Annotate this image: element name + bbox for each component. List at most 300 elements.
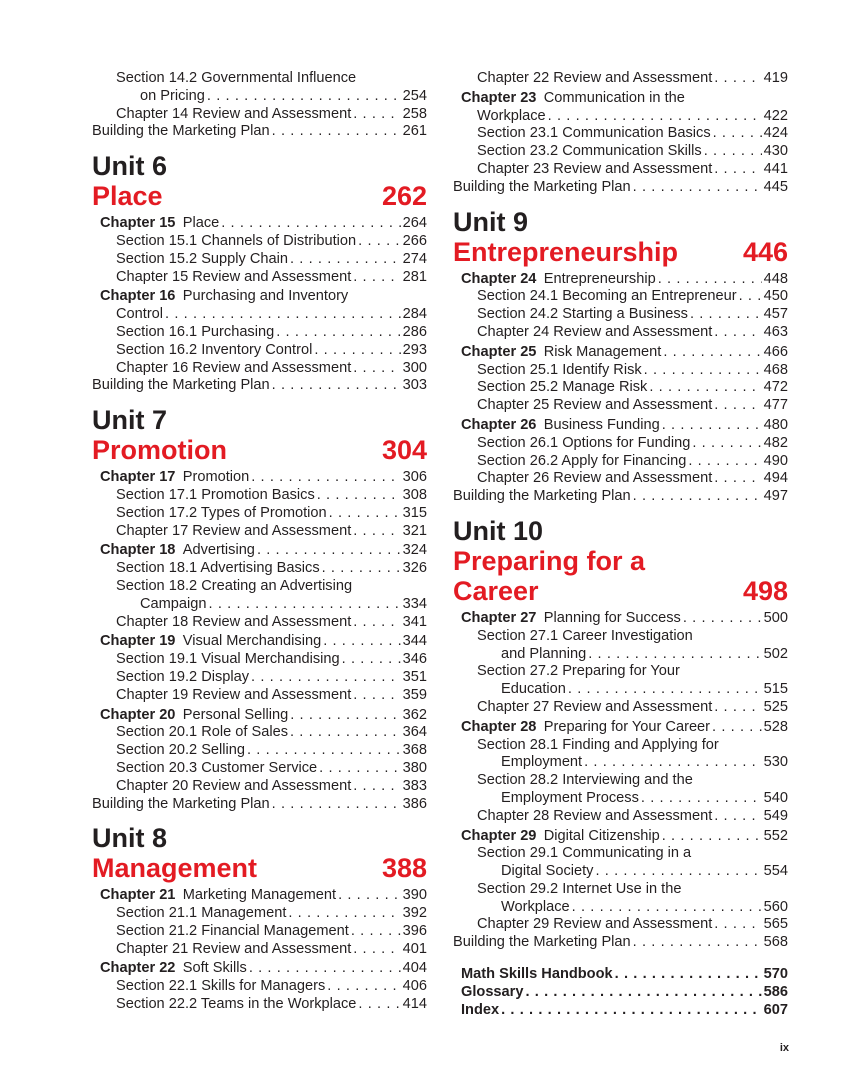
toc-section-title: Chapter 16 Review and Assessment: [116, 359, 352, 376]
toc-section[interactable]: [92, 614, 427, 632]
unit-page: 446: [742, 236, 788, 267]
toc-section-title: Chapter 20 Review and Assessment: [116, 777, 352, 794]
page-number-ref: 414: [402, 996, 427, 1013]
toc-section-title: Chapter 21 Review and Assessment: [116, 940, 352, 957]
dot-leader: [714, 916, 761, 934]
page-number-ref: 351: [402, 668, 427, 685]
toc-section[interactable]: [92, 651, 427, 669]
page-number-ref: 334: [402, 595, 427, 612]
toc-chapter-heading[interactable]: [453, 417, 788, 435]
unit-page: 498: [742, 575, 788, 606]
toc-chapter: [453, 90, 788, 179]
page-number-ref: 303: [402, 377, 427, 394]
back-matter: [453, 966, 788, 1019]
toc-chapter: [453, 719, 788, 826]
page-number-ref: 530: [763, 754, 788, 771]
toc-section[interactable]: [453, 808, 788, 826]
dot-leader: [683, 610, 762, 628]
unit-title-text: Career: [453, 575, 539, 606]
dot-leader: [165, 306, 401, 324]
toc-review-title: Chapter 22 Review and Assessment: [477, 70, 713, 86]
dot-leader: [342, 651, 401, 669]
page-number-ref: 463: [763, 323, 788, 340]
unit-title-text: Management: [92, 853, 258, 884]
back-matter-entry[interactable]: [453, 984, 788, 1002]
toc-chapter: [453, 828, 788, 935]
dot-leader: [353, 614, 400, 632]
page-number-ref: 315: [402, 504, 427, 521]
dot-leader: [525, 984, 761, 1002]
toc-section-cont[interactable]: [453, 754, 788, 772]
toc-section-title: Section 21.2 Financial Management: [116, 922, 349, 939]
toc-chapter-cont[interactable]: [453, 108, 788, 126]
chapter-label: Chapter 16: [100, 288, 176, 305]
toc-chapter-heading-title: Chapter 22 Soft Skills: [100, 960, 247, 977]
dot-leader: [288, 905, 400, 923]
toc-section-cont[interactable]: [453, 863, 788, 881]
unit-heading: [92, 151, 427, 211]
toc-section[interactable]: Section 28.2 Interviewing and the: [477, 772, 693, 789]
chapter-label: Chapter 20: [100, 706, 176, 723]
dot-leader: [351, 923, 401, 941]
chapter-label: Chapter 28: [461, 718, 537, 735]
page-number-ref: 552: [763, 827, 788, 844]
page-number-ref: 494: [763, 470, 788, 487]
dot-leader: [358, 996, 400, 1014]
chapter-label: Chapter 25: [461, 343, 537, 360]
dot-leader: [704, 143, 762, 161]
dot-leader: [317, 487, 401, 505]
page-number-ref: 306: [402, 469, 427, 486]
toc-chapter: [92, 707, 427, 796]
toc-section-title: Section 22.1 Skills for Managers: [116, 978, 326, 995]
dot-leader: [251, 469, 400, 487]
page-number-ref: 500: [763, 609, 788, 626]
dot-leader: [714, 324, 761, 342]
toc-chapter-cont-title: Control: [116, 306, 164, 323]
toc-section[interactable]: [453, 379, 788, 397]
page-number-ref: 568: [763, 934, 788, 951]
toc-chapter-heading[interactable]: [453, 271, 788, 289]
toc-section[interactable]: [92, 360, 427, 378]
page-number-ref: 368: [402, 742, 427, 759]
toc-section[interactable]: [92, 778, 427, 796]
unit-title: [453, 237, 788, 267]
toc-chapter-heading[interactable]: [92, 215, 427, 233]
toc-section-cont-title: and Planning: [501, 645, 587, 662]
toc-section[interactable]: Section 27.1 Career Investigation: [477, 627, 693, 644]
toc-marketing-plan[interactable]: [453, 179, 788, 197]
toc-section-title: Section 20.3 Customer Service: [116, 759, 318, 776]
page-number-ref: 293: [402, 341, 427, 358]
toc-chapter-heading-title: Chapter 29 Digital Citizenship: [461, 827, 660, 844]
toc-chapter: [92, 633, 427, 704]
toc-section-cont-title: Digital Society: [501, 863, 594, 880]
toc-chapter-heading[interactable]: Chapter 23 Communication in the: [461, 89, 685, 106]
toc-section[interactable]: Section 14.2 Governmental Influence: [116, 70, 357, 86]
toc-section[interactable]: [92, 269, 427, 287]
page-number-ref: 441: [763, 160, 788, 177]
dot-leader: [209, 596, 401, 614]
toc-marketing-plan[interactable]: [92, 796, 427, 814]
toc-section-title: Chapter 15 Review and Assessment: [116, 268, 352, 285]
toc-section[interactable]: [92, 742, 427, 760]
toc-chapter-heading-title: Chapter 21 Marketing Management: [100, 887, 337, 904]
toc-section[interactable]: Section 29.2 Internet Use in the: [477, 880, 682, 897]
dot-leader: [353, 687, 400, 705]
toc-marketing-plan-title: Building the Marketing Plan: [453, 488, 631, 505]
back-matter-entry[interactable]: [453, 966, 788, 984]
dot-leader: [257, 542, 401, 560]
toc-chapter: [92, 288, 427, 377]
toc-chapter-heading[interactable]: [92, 887, 427, 905]
dot-leader: [323, 633, 400, 651]
toc-chapter-heading[interactable]: [92, 542, 427, 560]
dot-leader: [714, 699, 761, 717]
toc-section-cont[interactable]: [92, 88, 427, 106]
dot-leader: [633, 488, 762, 506]
toc-section[interactable]: [92, 760, 427, 778]
dot-leader: [319, 760, 400, 778]
toc-section[interactable]: [92, 251, 427, 269]
toc-section-title: Section 24.1 Becoming an Entrepreneur: [477, 288, 737, 305]
page-number-ref: 406: [402, 978, 427, 995]
toc-chapter-heading[interactable]: [92, 469, 427, 487]
toc-chapter-heading[interactable]: [453, 610, 788, 628]
dot-leader: [595, 863, 761, 881]
dot-leader: [358, 233, 401, 251]
toc-section[interactable]: [453, 362, 788, 380]
toc-chapter: [453, 344, 788, 415]
dot-leader: [290, 251, 401, 269]
back-matter-title: Glossary: [461, 983, 524, 1000]
unit-page: 388: [381, 853, 427, 884]
toc-chapter: [453, 417, 788, 488]
toc-right-column: [453, 70, 788, 1019]
page-number-ref: 258: [402, 105, 427, 122]
toc-section-title: Section 16.1 Purchasing: [116, 323, 275, 340]
toc-chapter-heading[interactable]: [92, 960, 427, 978]
page-number-ref: 445: [763, 178, 788, 195]
page-number-ref: 502: [763, 645, 788, 662]
toc-marketing-plan[interactable]: [453, 934, 788, 952]
toc-section-cont[interactable]: [453, 681, 788, 699]
toc-section[interactable]: [453, 397, 788, 415]
toc-section[interactable]: [92, 233, 427, 251]
page-number-ref: 281: [402, 268, 427, 285]
toc-marketing-plan[interactable]: [92, 377, 427, 395]
toc-review[interactable]: [92, 106, 427, 124]
dot-leader: [649, 379, 761, 397]
toc-section-cont-title: Campaign: [140, 595, 207, 612]
toc-section-title: Section 25.2 Manage Risk: [477, 379, 648, 396]
page-number-ref: 422: [763, 107, 788, 124]
dot-leader: [714, 397, 761, 415]
page-number-ref: 284: [402, 306, 427, 323]
chapter-label: Chapter 27: [461, 609, 537, 626]
dot-leader: [584, 754, 762, 772]
dot-leader: [714, 161, 761, 179]
page-number-ref: 266: [402, 232, 427, 249]
toc-section[interactable]: [92, 905, 427, 923]
page-number-ref: 497: [763, 488, 788, 505]
dot-leader: [353, 941, 400, 959]
toc-section[interactable]: [453, 161, 788, 179]
toc-section-title: Section 26.2 Apply for Financing: [477, 452, 687, 469]
page-number-ref: 346: [402, 651, 427, 668]
toc-section-title: Section 24.2 Starting a Business: [477, 306, 688, 323]
toc-section-cont[interactable]: [92, 596, 427, 614]
toc-section[interactable]: [453, 470, 788, 488]
page-number-ref: 482: [763, 434, 788, 451]
toc-marketing-plan-title: Building the Marketing Plan: [453, 934, 631, 951]
toc-section-title: Chapter 26 Review and Assessment: [477, 470, 713, 487]
back-matter-entry[interactable]: [453, 1002, 788, 1020]
toc-section-title: Chapter 25 Review and Assessment: [477, 397, 713, 414]
dot-leader: [633, 934, 762, 952]
toc-section[interactable]: Section 29.1 Communicating in a: [477, 845, 692, 862]
toc-section-title: Chapter 29 Review and Assessment: [477, 916, 713, 933]
page-number-ref: 380: [402, 759, 427, 776]
unit-heading: [453, 516, 788, 606]
toc-chapter-heading-title: Chapter 26 Business Funding: [461, 416, 660, 433]
toc-section[interactable]: [92, 978, 427, 996]
dot-leader: [272, 796, 401, 814]
dot-leader: [690, 306, 762, 324]
unit-heading: [92, 823, 427, 883]
page-number-ref: 477: [763, 397, 788, 414]
toc-section[interactable]: [92, 996, 427, 1014]
toc-section[interactable]: [453, 916, 788, 934]
page-number-ref: 515: [763, 681, 788, 698]
toc-section-cont-title: on Pricing: [140, 87, 205, 104]
toc-section-title: Chapter 19 Review and Assessment: [116, 686, 352, 703]
toc-section-title: Section 20.2 Selling: [116, 742, 245, 759]
toc-section[interactable]: [453, 288, 788, 306]
dot-leader: [548, 108, 762, 126]
toc-chapter-heading-title: Chapter 25 Risk Management: [461, 343, 662, 360]
dot-leader: [572, 899, 762, 917]
page-number-ref: 457: [763, 306, 788, 323]
dot-leader: [714, 470, 761, 488]
dot-leader: [353, 360, 400, 378]
dot-leader: [290, 724, 401, 742]
toc-section-title: Chapter 18 Review and Assessment: [116, 613, 352, 630]
page-number-ref: 286: [402, 323, 427, 340]
toc-section[interactable]: Section 27.2 Preparing for Your: [477, 663, 680, 680]
toc-section-cont-title: Education: [501, 681, 566, 698]
toc-section-title: Section 23.2 Communication Skills: [477, 143, 702, 160]
toc-chapter: [453, 271, 788, 342]
toc-section[interactable]: [92, 560, 427, 578]
chapter-label: Chapter 23: [461, 89, 537, 106]
chapter-label: Chapter 21: [100, 887, 176, 904]
toc-section[interactable]: [92, 324, 427, 342]
toc-section-title: Chapter 17 Review and Assessment: [116, 522, 352, 539]
dot-leader: [272, 377, 401, 395]
page-number-ref: 549: [763, 807, 788, 824]
unit-label: Unit 8: [92, 823, 168, 854]
unit-heading: [453, 207, 788, 267]
toc-review[interactable]: [453, 70, 788, 88]
dot-leader: [568, 681, 762, 699]
toc-left-column: [92, 70, 427, 1014]
dot-leader: [221, 215, 400, 233]
page-number-ref: 396: [402, 922, 427, 939]
page-number-ref: 324: [402, 542, 427, 559]
toc-section-title: Chapter 23 Review and Assessment: [477, 160, 713, 177]
dot-leader: [329, 505, 401, 523]
page-number-ref: 450: [763, 288, 788, 305]
toc-review-title: Chapter 14 Review and Assessment: [116, 105, 352, 122]
page-number-ref: 321: [402, 522, 427, 539]
back-matter-title: Index: [461, 1001, 500, 1018]
toc-chapter-heading[interactable]: [92, 707, 427, 725]
toc-marketing-plan-title: Building the Marketing Plan: [453, 178, 631, 195]
page-number-ref: 472: [763, 379, 788, 396]
unit-title-text: Entrepreneurship: [453, 236, 679, 267]
unit-title-text: Promotion: [92, 435, 227, 466]
toc-section[interactable]: [92, 941, 427, 959]
dot-leader: [353, 269, 400, 287]
toc-section-title: Section 20.1 Role of Sales: [116, 724, 288, 741]
page-number-ref: 560: [763, 898, 788, 915]
toc-marketing-plan[interactable]: [92, 123, 427, 141]
toc-section[interactable]: [453, 143, 788, 161]
page-number-ref: 554: [763, 863, 788, 880]
toc-section-title: Section 21.1 Management: [116, 905, 287, 922]
page-number-ref: 392: [402, 905, 427, 922]
toc-chapter: [92, 469, 427, 540]
dot-leader: [663, 344, 761, 362]
toc-section-cont[interactable]: [453, 899, 788, 917]
toc-section[interactable]: [92, 724, 427, 742]
toc-section-title: Section 19.2 Display: [116, 668, 250, 685]
toc-section[interactable]: [92, 523, 427, 541]
toc-section-title: Section 26.1 Options for Funding: [477, 434, 691, 451]
dot-leader: [688, 453, 761, 471]
toc-section-cont[interactable]: [453, 646, 788, 664]
dot-leader: [338, 887, 401, 905]
dot-leader: [739, 288, 762, 306]
unit-title: [92, 181, 427, 211]
toc-section-cont[interactable]: [453, 790, 788, 808]
chapter-label: Chapter 18: [100, 542, 176, 559]
page-number-ref: 448: [763, 270, 788, 287]
dot-leader: [249, 960, 401, 978]
dot-leader: [713, 125, 762, 143]
toc-section-title: Section 22.2 Teams in the Workplace: [116, 996, 357, 1013]
toc-section[interactable]: [453, 699, 788, 717]
toc-section-title: Chapter 28 Review and Assessment: [477, 807, 713, 824]
toc-section-title: Section 23.1 Communication Basics: [477, 125, 711, 142]
dot-leader: [207, 88, 401, 106]
page-number-ref: 466: [763, 343, 788, 360]
unit-label: Unit 6: [92, 151, 168, 182]
unit-label: Unit 9: [453, 206, 529, 237]
dot-leader: [692, 435, 761, 453]
dot-leader: [641, 790, 762, 808]
page-number-ref: 264: [402, 215, 427, 232]
toc-section[interactable]: [453, 453, 788, 471]
unit-title: [453, 546, 788, 576]
unit-title-text: Preparing for a: [453, 545, 646, 576]
page-number: ix: [779, 1042, 789, 1054]
toc-chapter-heading[interactable]: [453, 719, 788, 737]
toc-section[interactable]: Section 28.1 Finding and Applying for: [477, 736, 719, 753]
chapter-label: Chapter 17: [100, 469, 176, 486]
toc-section-title: Section 17.1 Promotion Basics: [116, 486, 315, 503]
toc-chapter: [92, 542, 427, 631]
toc-section-title: Section 15.1 Channels of Distribution: [116, 232, 357, 249]
toc-marketing-plan[interactable]: [453, 488, 788, 506]
dot-leader: [276, 324, 400, 342]
dot-leader: [714, 808, 761, 826]
toc-marketing-plan-title: Building the Marketing Plan: [92, 123, 270, 140]
page-number-ref: 344: [402, 633, 427, 650]
toc-marketing-plan-title: Building the Marketing Plan: [92, 795, 270, 812]
page-number-ref: 364: [402, 724, 427, 741]
toc-section[interactable]: [92, 487, 427, 505]
chapter-label: Chapter 19: [100, 633, 176, 650]
dot-leader: [314, 342, 400, 360]
page-number-ref: 300: [402, 359, 427, 376]
dot-leader: [662, 828, 762, 846]
toc-chapter-heading[interactable]: [453, 344, 788, 362]
toc-section[interactable]: [453, 324, 788, 342]
toc-chapter-heading[interactable]: Chapter 16 Purchasing and Inventory: [100, 288, 349, 305]
page-number-ref: 528: [763, 718, 788, 735]
unit-title: [92, 435, 427, 465]
toc-section[interactable]: [92, 687, 427, 705]
toc-chapter: [92, 960, 427, 1013]
toc-chapter-heading-title: Chapter 18 Advertising: [100, 542, 255, 559]
page-number-ref: 261: [402, 123, 427, 140]
unit-page: 262: [381, 181, 427, 212]
toc-chapter-heading-title: Chapter 28 Preparing for Your Career: [461, 718, 711, 735]
dot-leader: [322, 560, 401, 578]
toc-section-cont-title: Employment Process: [501, 789, 639, 806]
toc-chapter-heading[interactable]: [92, 633, 427, 651]
toc-section[interactable]: [453, 435, 788, 453]
dot-leader: [644, 362, 762, 380]
dot-leader: [353, 106, 400, 124]
toc-section-cont-title: Employment: [501, 754, 583, 771]
toc-marketing-plan-title: Building the Marketing Plan: [92, 377, 270, 394]
toc-chapter-heading[interactable]: [453, 828, 788, 846]
page-number-ref: 404: [402, 960, 427, 977]
toc-section[interactable]: [92, 923, 427, 941]
toc-section[interactable]: [453, 306, 788, 324]
page-number-ref: 586: [763, 983, 788, 1000]
page-number-ref: 359: [402, 686, 427, 703]
toc-chapter-cont[interactable]: [92, 306, 427, 324]
page-number-ref: 430: [763, 143, 788, 160]
toc-section[interactable]: [92, 342, 427, 360]
toc-section[interactable]: [92, 669, 427, 687]
toc-chapter: [92, 887, 427, 958]
dot-leader: [353, 523, 400, 541]
toc-section-title: Section 16.2 Inventory Control: [116, 341, 313, 358]
toc-section[interactable]: [92, 505, 427, 523]
page-number-ref: 383: [402, 777, 427, 794]
toc-section[interactable]: [453, 125, 788, 143]
dot-leader: [658, 271, 762, 289]
toc-chapter: [453, 610, 788, 717]
chapter-label: Chapter 29: [461, 827, 537, 844]
toc-section[interactable]: Section 18.2 Creating an Advertising: [116, 577, 353, 594]
toc-chapter-heading-title: Chapter 15 Place: [100, 215, 220, 232]
